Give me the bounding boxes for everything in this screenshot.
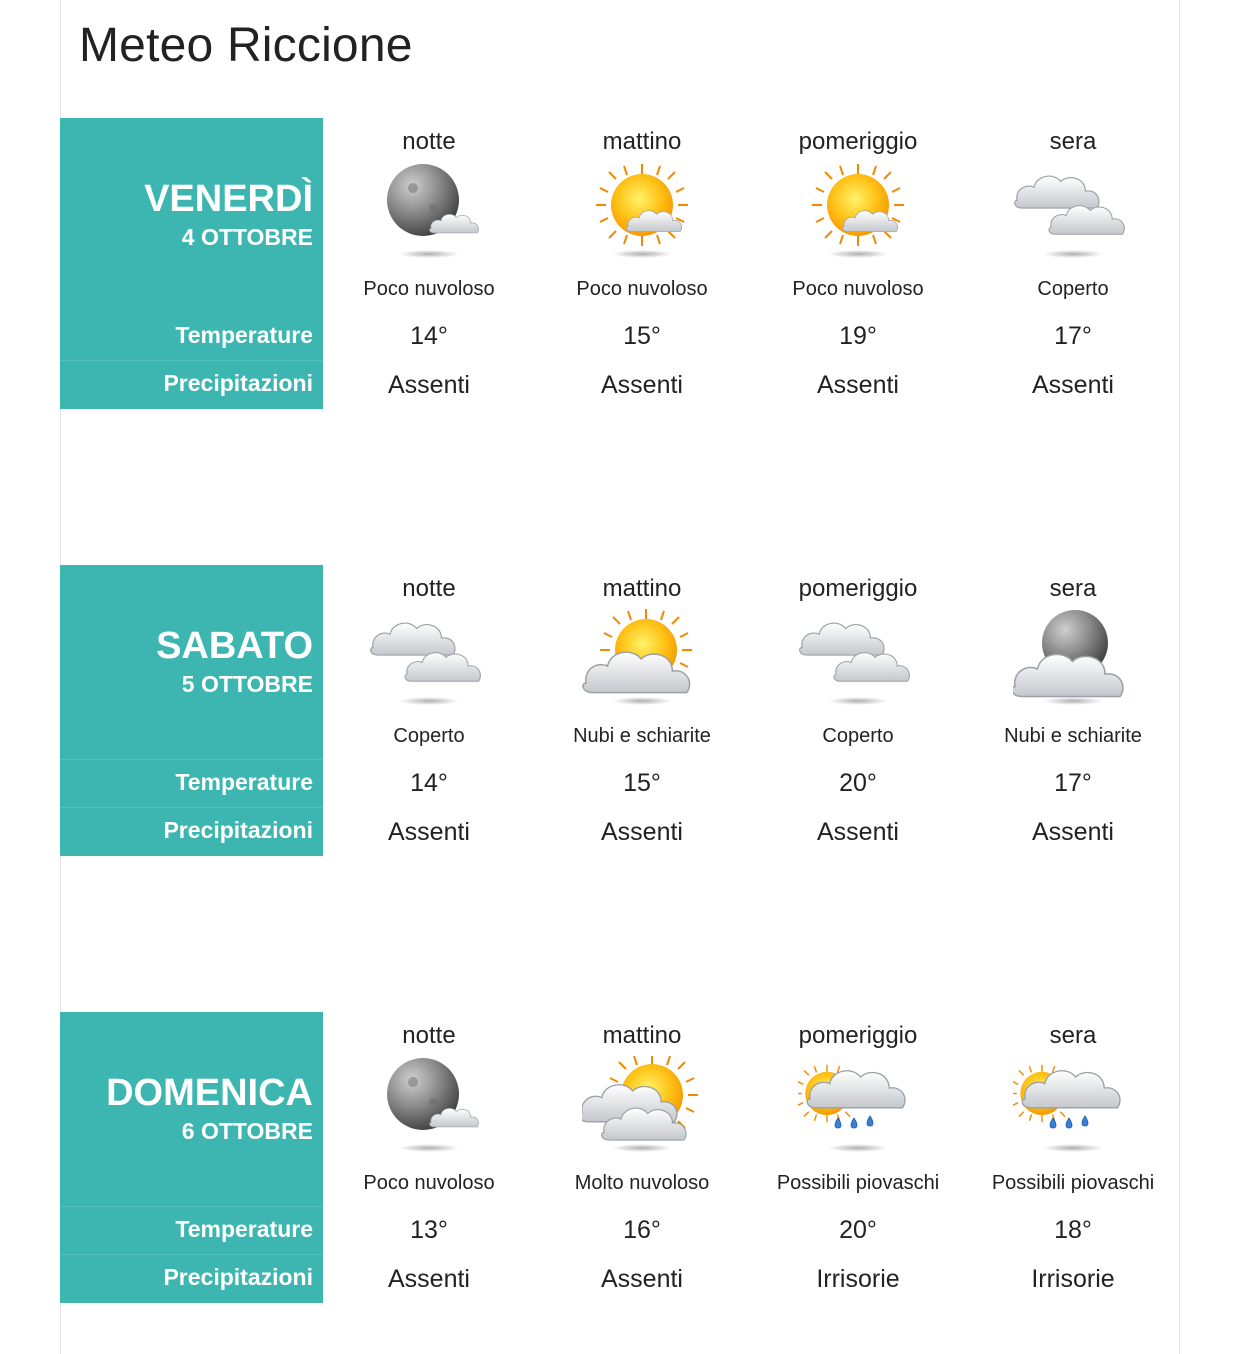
temperature-value: 15° xyxy=(623,769,661,797)
period-column-notte xyxy=(329,1012,529,1303)
period-label: mattino xyxy=(602,575,682,602)
temperature-label: Temperature xyxy=(175,1216,313,1242)
precipitation-value: Assenti xyxy=(601,818,683,846)
temperature-value: 19° xyxy=(839,322,877,350)
precipitation-value: Assenti xyxy=(817,818,899,846)
period-label: mattino xyxy=(602,1022,682,1049)
moon-cloud-icon xyxy=(369,162,489,260)
day-forecast-sabato xyxy=(60,565,1180,857)
period-column-pomeriggio xyxy=(758,118,958,409)
row-divider xyxy=(60,1206,323,1207)
moon-cloud-icon xyxy=(369,1056,489,1154)
temperature-value: 14° xyxy=(410,322,448,350)
period-label: mattino xyxy=(602,128,682,155)
day-date: 6 OTTOBRE xyxy=(181,1118,313,1144)
condition-text: Poco nuvoloso xyxy=(576,278,708,300)
day-panel xyxy=(60,118,323,409)
sun-cloud-icon xyxy=(582,162,702,260)
condition-text: Nubi e schiarite xyxy=(573,725,711,747)
temperature-value: 17° xyxy=(1054,322,1092,350)
temperature-value: 17° xyxy=(1054,769,1092,797)
sun-rain-icon xyxy=(1013,1056,1133,1154)
precipitation-value: Assenti xyxy=(1032,818,1114,846)
period-label: sera xyxy=(1049,1022,1097,1049)
precipitation-label: Precipitazioni xyxy=(163,370,313,396)
page-title: Meteo Riccione xyxy=(79,19,413,72)
period-label: notte xyxy=(402,1022,456,1049)
period-column-mattino xyxy=(542,118,742,409)
precipitation-value: Assenti xyxy=(388,1265,470,1293)
period-label: pomeriggio xyxy=(798,1022,918,1049)
row-divider xyxy=(60,1254,323,1255)
period-label: notte xyxy=(402,128,456,155)
period-column-notte xyxy=(329,565,529,856)
day-name: SABATO xyxy=(156,625,313,667)
day-date: 5 OTTOBRE xyxy=(181,671,313,697)
condition-text: Nubi e schiarite xyxy=(1004,725,1142,747)
precipitation-value: Assenti xyxy=(388,818,470,846)
moon-big-cloud-icon xyxy=(1013,609,1133,707)
temperature-value: 15° xyxy=(623,322,661,350)
overcast-icon xyxy=(369,609,489,707)
temperature-value: 18° xyxy=(1054,1216,1092,1244)
precipitation-value: Irrisorie xyxy=(1031,1265,1115,1293)
period-column-mattino xyxy=(542,565,742,856)
precipitation-value: Assenti xyxy=(601,371,683,399)
sun-rain-icon xyxy=(798,1056,918,1154)
day-panel xyxy=(60,565,323,856)
period-column-pomeriggio xyxy=(758,1012,958,1303)
temperature-label: Temperature xyxy=(175,322,313,348)
precipitation-label: Precipitazioni xyxy=(163,1264,313,1290)
day-forecast-venerdi xyxy=(60,118,1180,410)
period-column-sera xyxy=(973,118,1173,409)
temperature-value: 20° xyxy=(839,769,877,797)
row-divider xyxy=(60,807,323,808)
condition-text: Coperto xyxy=(822,725,894,747)
precipitation-value: Irrisorie xyxy=(816,1265,900,1293)
condition-text: Coperto xyxy=(1037,278,1109,300)
temperature-value: 14° xyxy=(410,769,448,797)
condition-text: Poco nuvoloso xyxy=(792,278,924,300)
condition-text: Coperto xyxy=(393,725,465,747)
row-divider xyxy=(60,759,323,760)
period-label: notte xyxy=(402,575,456,602)
period-label: sera xyxy=(1049,128,1097,155)
period-label: pomeriggio xyxy=(798,575,918,602)
period-label: pomeriggio xyxy=(798,128,918,155)
period-column-sera xyxy=(973,1012,1173,1303)
day-forecast-domenica xyxy=(60,1012,1180,1304)
day-date: 4 OTTOBRE xyxy=(181,224,313,250)
day-name: VENERDÌ xyxy=(144,178,313,220)
period-column-mattino xyxy=(542,1012,742,1303)
condition-text: Poco nuvoloso xyxy=(363,278,495,300)
precipitation-label: Precipitazioni xyxy=(163,817,313,843)
temperature-value: 13° xyxy=(410,1216,448,1244)
day-panel xyxy=(60,1012,323,1303)
condition-text: Possibili piovaschi xyxy=(991,1172,1155,1194)
condition-text: Molto nuvoloso xyxy=(574,1172,710,1194)
overcast-icon xyxy=(798,609,918,707)
precipitation-value: Assenti xyxy=(601,1265,683,1293)
period-column-sera xyxy=(973,565,1173,856)
condition-text: Poco nuvoloso xyxy=(363,1172,495,1194)
sun-heavy-cloud-icon xyxy=(582,1056,702,1154)
period-column-notte xyxy=(329,118,529,409)
temperature-value: 20° xyxy=(839,1216,877,1244)
precipitation-value: Assenti xyxy=(388,371,470,399)
period-column-pomeriggio xyxy=(758,565,958,856)
precipitation-value: Assenti xyxy=(1032,371,1114,399)
condition-text: Possibili piovaschi xyxy=(776,1172,940,1194)
period-label: sera xyxy=(1049,575,1097,602)
day-name: DOMENICA xyxy=(106,1072,313,1114)
row-divider xyxy=(60,360,323,361)
precipitation-value: Assenti xyxy=(817,371,899,399)
overcast-icon xyxy=(1013,162,1133,260)
sun-cloud-icon xyxy=(798,162,918,260)
temperature-label: Temperature xyxy=(175,769,313,795)
temperature-value: 16° xyxy=(623,1216,661,1244)
sun-big-cloud-icon xyxy=(582,609,702,707)
